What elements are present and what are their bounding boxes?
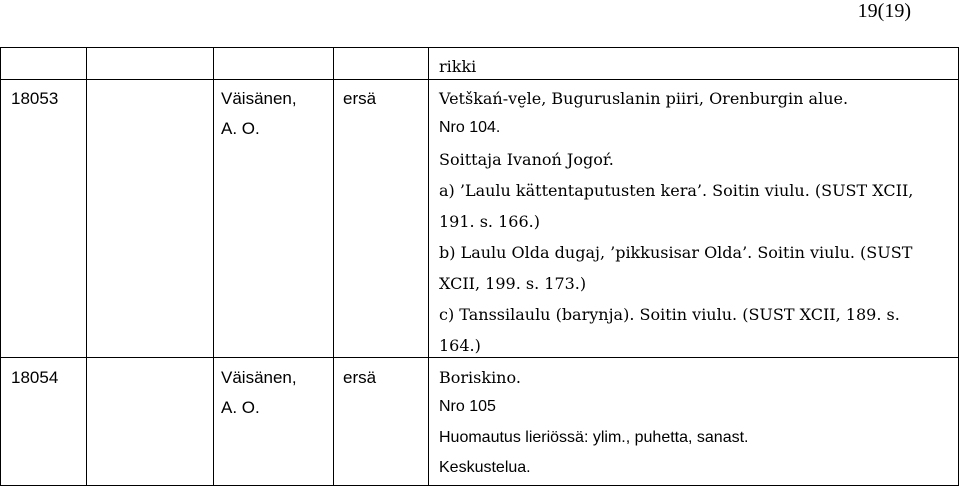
language: ersä — [343, 368, 377, 387]
content-line: 191. s. 166.) — [439, 212, 540, 231]
content-line: Nro 105 — [439, 398, 496, 415]
content-line: Boriskino. — [439, 368, 521, 387]
content-line: c) Tanssilaulu (barynja). Soitin viulu. (SUST XCII, 189. s. — [439, 305, 900, 324]
record-id: 18053 — [11, 89, 59, 108]
language: ersä — [343, 89, 377, 108]
content-line: 164.) — [439, 336, 481, 355]
content-line: Nro 104. — [439, 119, 501, 136]
content-line: Keskustelua. — [439, 459, 531, 476]
page-number: 19(19) — [857, 0, 911, 22]
collector-initials: A. O. — [221, 119, 260, 138]
collector-name: Väisänen, — [221, 368, 297, 387]
collector-initials: A. O. — [221, 398, 260, 417]
content-line: XCII, 199. s. 173.) — [439, 274, 587, 293]
content-line: Soittaja Ivanoń Jogoŕ. — [439, 150, 614, 169]
header-rikki: rikki — [439, 57, 477, 76]
content-line: a) ’Laulu kättentaputusten kera’. Soitin viulu. (SUST XCII, — [439, 181, 914, 200]
record-id: 18054 — [11, 368, 59, 387]
content-line: Vetškań-ve̮le, Buguruslanin piiri, Orenburgin alue. — [439, 89, 849, 108]
collector-name: Väisänen, — [221, 89, 297, 108]
content-line: b) Laulu Olda dugaj, ’pikkusisar Olda’. Soitin viulu. (SUST — [439, 243, 913, 262]
content-line: Huomautus lieriössä: ylim., puhetta, sanast. — [439, 429, 749, 446]
